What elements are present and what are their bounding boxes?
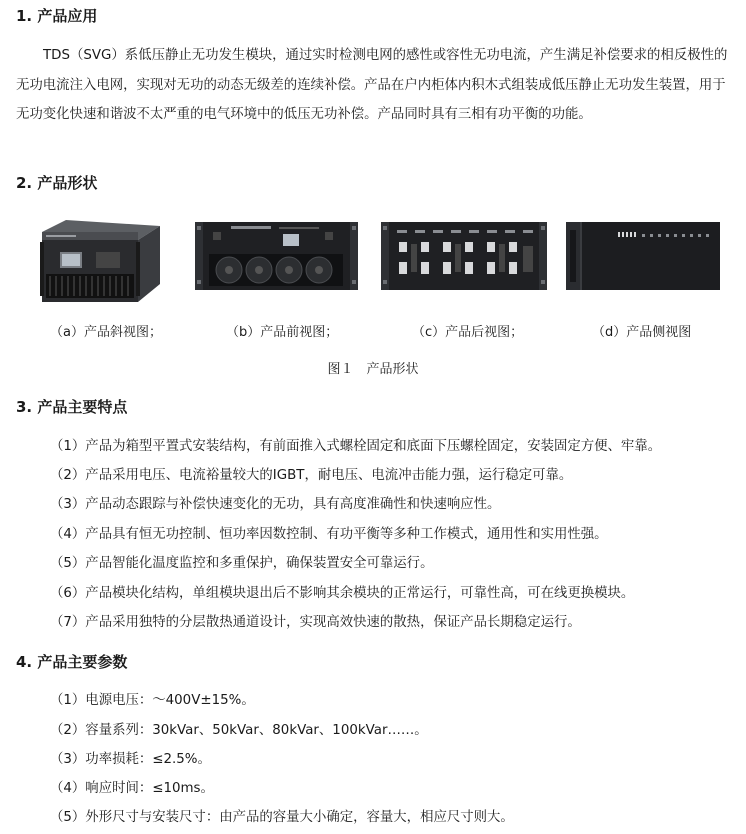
parameter-item: （2）容量系列：30kVar、50kVar、80kVar、100kVar……。 [50,723,428,738]
product-oblique-view-image [36,218,162,308]
parameter-item: （4）响应时间：≤10ms。 [50,781,214,796]
section-heading-application: 1. 产品应用 [16,7,98,25]
caption-oblique-view: （a）产品斜视图； [50,325,162,340]
caption-rear-view: （c）产品后视图； [412,325,524,340]
parameter-item: （5）外形尺寸与安装尺寸：由产品的容量大小确定，容量大，相应尺寸则大。 [50,810,514,825]
product-side-view-image [566,222,720,294]
caption-side-view: （d）产品侧视图 [592,325,692,340]
caption-front-view: （b）产品前视图； [226,325,339,340]
feature-item: （3）产品动态跟踪与补偿快速变化的无功，具有高度准确性和快速响应性。 [50,497,501,512]
feature-item: （6）产品模块化结构，单组模块退出后不影响其余模块的正常运行，可靠性高，可在线更换模块。 [50,586,635,601]
product-front-view-image [195,222,358,294]
parameter-item: （3）功率损耗：≤2.5%。 [50,752,211,767]
product-rear-view-image [381,222,547,294]
application-paragraph [16,41,730,130]
application-text: TDS（SVG）系低压静止无功发生模块，通过实时检测电网的感性或容性无功电流，产生满足补偿要求的相反极性的无功电流注入电网，实现对无功的动态无级差的连续补偿。产品在户内柜体内积木式组装成低压静止无功发生装置，用于无功变化快速和谐波不太严重的电气环境中的低压无功补偿。产品同时具有三相有功平衡的功能。 [16,48,728,122]
section-heading-features: 3. 产品主要特点 [16,398,128,416]
feature-item: （5）产品智能化温度监控和多重保护，确保装置安全可靠运行。 [50,556,434,571]
parameter-item: （1）电源电压：～400V±15%。 [50,693,255,708]
feature-item: （4）产品具有恒无功控制、恒功率因数控制、有功平衡等多种工作模式，通用性和实用性强。 [50,527,608,542]
section-heading-parameters: 4. 产品主要参数 [16,653,128,671]
feature-item: （7）产品采用独特的分层散热通道设计，实现高效快速的散热，保证产品长期稳定运行。 [50,615,581,630]
section-heading-shape: 2. 产品形状 [16,174,98,192]
figure-title: 图１ 产品形状 [327,362,419,377]
feature-item: （2）产品采用电压、电流裕量较大的IGBT，耐电压、电流冲击能力强，运行稳定可靠。 [50,468,573,483]
feature-item: （1）产品为箱型平置式安装结构，有前面推入式螺栓固定和底面下压螺栓固定，安装固定方便、牢靠。 [50,439,662,454]
